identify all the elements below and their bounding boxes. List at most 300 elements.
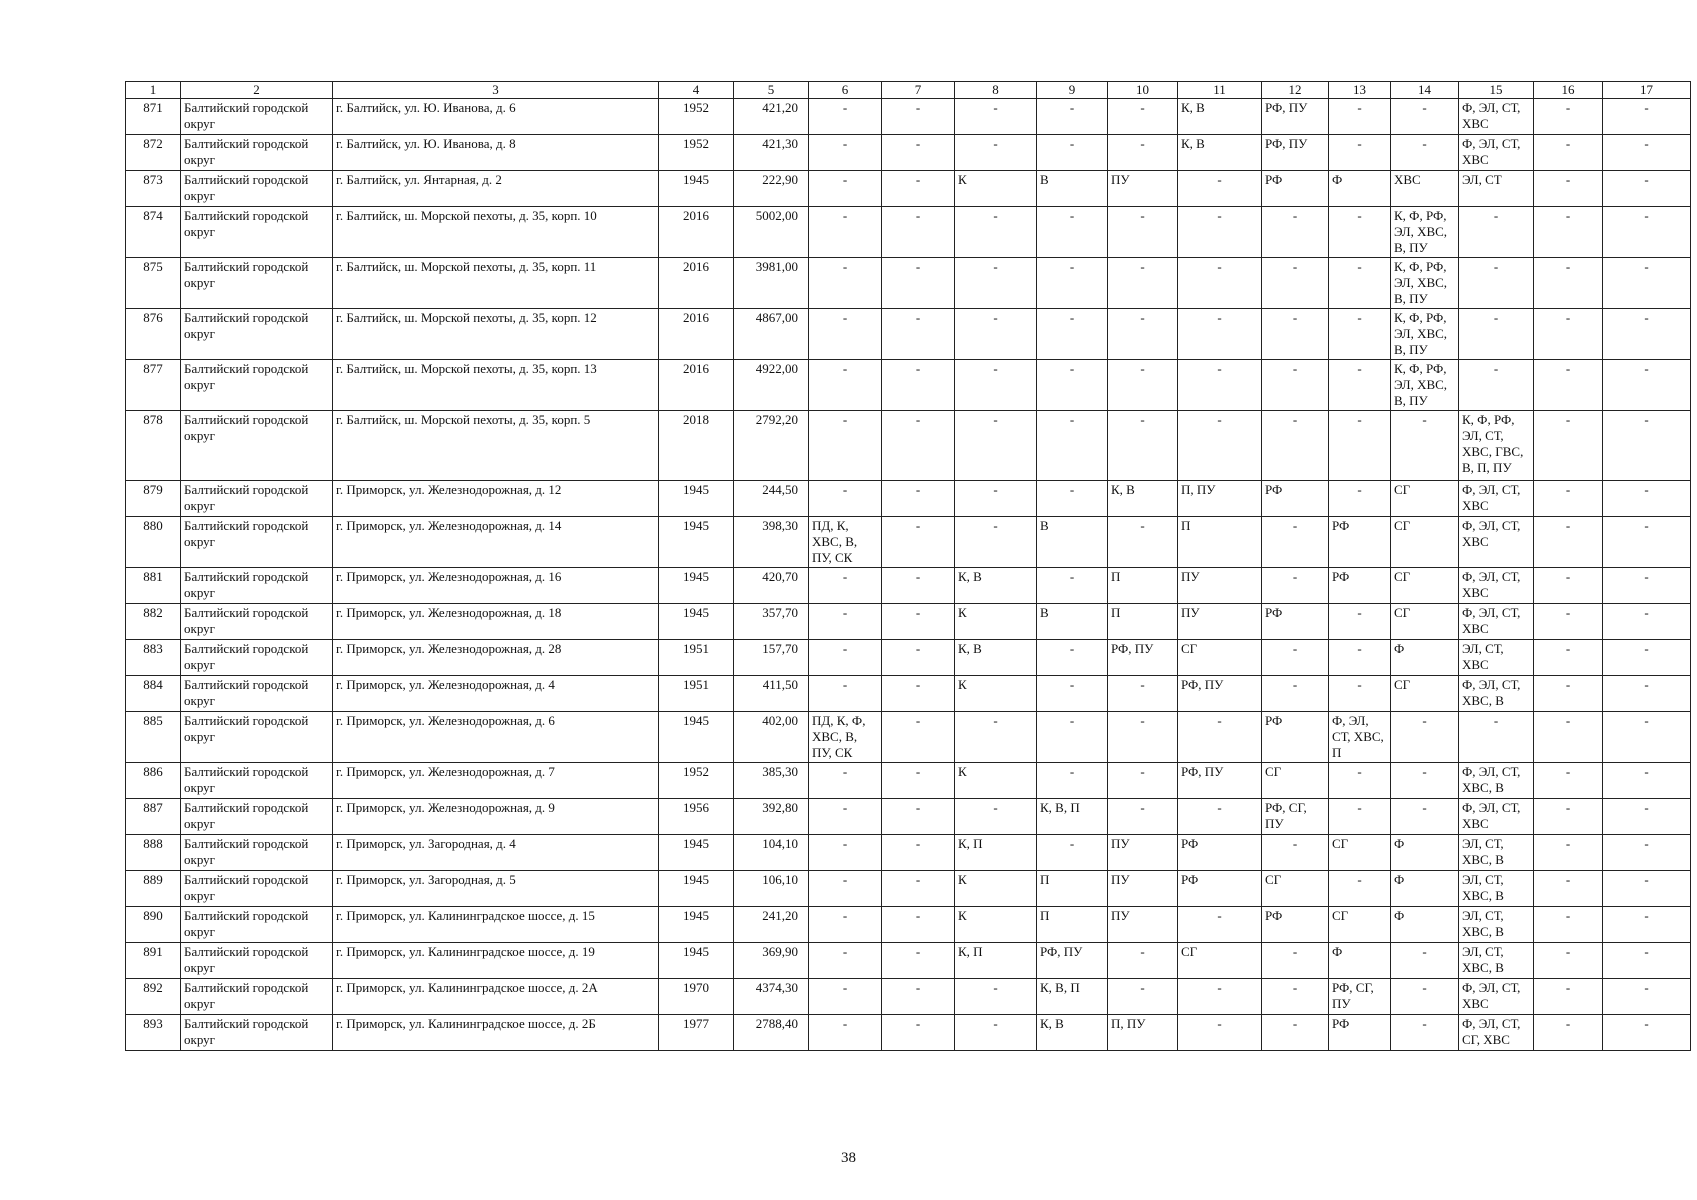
table-row: [126, 907, 1691, 943]
table-row: [126, 871, 1691, 907]
table-cell: -: [882, 481, 955, 517]
table-cell: К: [955, 763, 1037, 799]
table-cell: -: [1603, 907, 1691, 943]
table-cell: СГ: [1391, 604, 1459, 640]
table-cell: -: [1262, 568, 1329, 604]
table-cell: -: [1262, 258, 1329, 309]
table-row: [126, 604, 1691, 640]
table-cell: В: [1037, 517, 1108, 568]
table-cell: -: [1329, 604, 1391, 640]
table-cell: -: [1329, 799, 1391, 835]
table-cell: -: [1534, 360, 1603, 411]
table-cell: 884: [126, 676, 181, 712]
table-cell: РФ: [1262, 712, 1329, 763]
table-cell: СГ: [1262, 871, 1329, 907]
table-cell: 1951: [659, 676, 734, 712]
table-cell: -: [955, 207, 1037, 258]
table-cell: -: [1108, 979, 1178, 1015]
table-cell: -: [1391, 979, 1459, 1015]
table-cell: -: [1329, 640, 1391, 676]
table-cell: г. Приморск, ул. Калининградское шоссе, д. 2Б: [333, 1015, 659, 1051]
table-cell: -: [1329, 871, 1391, 907]
table-cell: -: [1329, 135, 1391, 171]
table-cell: -: [809, 676, 882, 712]
table-cell: -: [1108, 712, 1178, 763]
table-cell: -: [809, 360, 882, 411]
table-cell: -: [955, 979, 1037, 1015]
table-cell: -: [1037, 135, 1108, 171]
table-cell: г. Приморск, ул. Железнодорожная, д. 12: [333, 481, 659, 517]
table-cell: -: [1108, 676, 1178, 712]
table-cell: Ф: [1391, 835, 1459, 871]
table-cell: 4867,00: [734, 309, 809, 360]
table-cell: Балтийский городской округ: [181, 360, 333, 411]
table-cell: Балтийский городской округ: [181, 517, 333, 568]
table-cell: -: [1329, 411, 1391, 481]
table-cell: -: [1108, 517, 1178, 568]
table-cell: -: [1178, 309, 1262, 360]
table-cell: 880: [126, 517, 181, 568]
table-cell: -: [809, 907, 882, 943]
table-cell: -: [1603, 943, 1691, 979]
table-cell: -: [1108, 411, 1178, 481]
table-cell: 892: [126, 979, 181, 1015]
table-cell: 2016: [659, 309, 734, 360]
table-cell: 887: [126, 799, 181, 835]
table-cell: -: [1459, 207, 1534, 258]
table-row: [126, 835, 1691, 871]
table-cell: -: [1178, 712, 1262, 763]
table-cell: -: [1391, 799, 1459, 835]
table-cell: РФ: [1178, 871, 1262, 907]
table-cell: Ф, ЭЛ, СТ, ХВС, В: [1459, 763, 1534, 799]
table-cell: 3981,00: [734, 258, 809, 309]
table-cell: г. Приморск, ул. Загородная, д. 5: [333, 871, 659, 907]
table-cell: -: [882, 799, 955, 835]
column-header: 6: [809, 82, 882, 99]
table-cell: -: [955, 481, 1037, 517]
table-row: [126, 481, 1691, 517]
table-cell: -: [1108, 943, 1178, 979]
table-cell: Балтийский городской округ: [181, 871, 333, 907]
table-cell: -: [1534, 258, 1603, 309]
table-cell: 1945: [659, 907, 734, 943]
table-cell: 1945: [659, 871, 734, 907]
table-cell: -: [1534, 171, 1603, 207]
column-header: 7: [882, 82, 955, 99]
column-header: 4: [659, 82, 734, 99]
table-cell: -: [1603, 171, 1691, 207]
table-cell: -: [1603, 835, 1691, 871]
table-cell: -: [882, 258, 955, 309]
table-cell: г. Приморск, ул. Железнодорожная, д. 18: [333, 604, 659, 640]
table-cell: СГ: [1178, 640, 1262, 676]
table-cell: Балтийский городской округ: [181, 640, 333, 676]
table-cell: г. Приморск, ул. Калининградское шоссе, д. 15: [333, 907, 659, 943]
table-cell: 885: [126, 712, 181, 763]
table-cell: РФ, ПУ: [1178, 763, 1262, 799]
table-row: [126, 99, 1691, 135]
table-cell: 241,20: [734, 907, 809, 943]
table-cell: РФ, ПУ: [1108, 640, 1178, 676]
table-cell: -: [955, 517, 1037, 568]
table-cell: П: [1037, 907, 1108, 943]
table-cell: 357,70: [734, 604, 809, 640]
table-cell: г. Балтийск, ул. Ю. Иванова, д. 8: [333, 135, 659, 171]
table-cell: 883: [126, 640, 181, 676]
table-cell: РФ, СГ, ПУ: [1262, 799, 1329, 835]
table-cell: ЭЛ, СТ, ХВС: [1459, 640, 1534, 676]
table-cell: -: [1534, 135, 1603, 171]
table-cell: 1970: [659, 979, 734, 1015]
table-cell: -: [882, 207, 955, 258]
table-cell: СГ: [1391, 517, 1459, 568]
table-cell: Балтийский городской округ: [181, 799, 333, 835]
table-cell: -: [1037, 568, 1108, 604]
table-row: [126, 712, 1691, 763]
table-cell: К, В: [1178, 135, 1262, 171]
table-cell: РФ, СГ, ПУ: [1329, 979, 1391, 1015]
table-cell: г. Приморск, ул. Железнодорожная, д. 16: [333, 568, 659, 604]
table-cell: -: [1534, 309, 1603, 360]
table-cell: П, ПУ: [1108, 1015, 1178, 1051]
column-header: 16: [1534, 82, 1603, 99]
table-cell: г. Приморск, ул. Калининградское шоссе, д. 19: [333, 943, 659, 979]
table-cell: Балтийский городской округ: [181, 907, 333, 943]
table-cell: 2016: [659, 360, 734, 411]
table-header: [126, 82, 1691, 99]
table-cell: 1945: [659, 943, 734, 979]
table-cell: -: [1037, 763, 1108, 799]
table-cell: -: [882, 871, 955, 907]
table-cell: -: [1459, 309, 1534, 360]
table-cell: РФ: [1262, 481, 1329, 517]
column-header: 12: [1262, 82, 1329, 99]
table-cell: -: [1108, 763, 1178, 799]
table-cell: 889: [126, 871, 181, 907]
table-cell: -: [809, 309, 882, 360]
column-header: 10: [1108, 82, 1178, 99]
table-cell: -: [1534, 907, 1603, 943]
table-cell: СГ: [1329, 907, 1391, 943]
column-header: 9: [1037, 82, 1108, 99]
table-cell: 1952: [659, 763, 734, 799]
table-cell: -: [1534, 943, 1603, 979]
table-cell: ПД, К, ХВС, В, ПУ, СК: [809, 517, 882, 568]
table-cell: -: [1391, 943, 1459, 979]
table-cell: -: [1534, 1015, 1603, 1051]
table-cell: Ф, ЭЛ, СТ, СГ, ХВС: [1459, 1015, 1534, 1051]
table-cell: -: [1603, 1015, 1691, 1051]
table-row: [126, 258, 1691, 309]
table-cell: -: [1534, 763, 1603, 799]
table-cell: К: [955, 871, 1037, 907]
table-cell: -: [809, 799, 882, 835]
table-cell: 411,50: [734, 676, 809, 712]
table-row: [126, 411, 1691, 481]
table-cell: Балтийский городской округ: [181, 604, 333, 640]
table-cell: 222,90: [734, 171, 809, 207]
table-cell: -: [882, 517, 955, 568]
table-row: [126, 943, 1691, 979]
table-cell: 882: [126, 604, 181, 640]
table-cell: 420,70: [734, 568, 809, 604]
table-cell: Балтийский городской округ: [181, 171, 333, 207]
table-cell: П: [1108, 568, 1178, 604]
table-row: [126, 1015, 1691, 1051]
table-cell: -: [1534, 676, 1603, 712]
table-row: [126, 207, 1691, 258]
column-header: 15: [1459, 82, 1534, 99]
document-table: [125, 81, 1691, 1051]
table-cell: -: [1329, 676, 1391, 712]
table-cell: 1945: [659, 171, 734, 207]
table-cell: Ф: [1329, 943, 1391, 979]
table-cell: ХВС: [1391, 171, 1459, 207]
table-cell: -: [882, 568, 955, 604]
table-cell: -: [1534, 517, 1603, 568]
table-cell: -: [882, 1015, 955, 1051]
table-cell: К, Ф, РФ, ЭЛ, ХВС, В, ПУ: [1391, 207, 1459, 258]
table-cell: -: [1603, 604, 1691, 640]
table-cell: СГ: [1391, 481, 1459, 517]
table-cell: ПУ: [1108, 835, 1178, 871]
table-cell: -: [1037, 712, 1108, 763]
table-cell: г. Балтийск, ш. Морской пехоты, д. 35, корп. 13: [333, 360, 659, 411]
table-cell: -: [1534, 871, 1603, 907]
table-cell: РФ: [1262, 171, 1329, 207]
table-cell: -: [1178, 799, 1262, 835]
table-cell: -: [882, 360, 955, 411]
table-cell: -: [1603, 871, 1691, 907]
table-cell: 1945: [659, 604, 734, 640]
table-cell: Балтийский городской округ: [181, 712, 333, 763]
table-cell: К, П: [955, 943, 1037, 979]
table-cell: -: [1262, 309, 1329, 360]
column-header: 3: [333, 82, 659, 99]
table-cell: г. Балтийск, ш. Морской пехоты, д. 35, корп. 11: [333, 258, 659, 309]
table-cell: Ф: [1391, 907, 1459, 943]
table-cell: 2792,20: [734, 411, 809, 481]
table-cell: -: [1603, 99, 1691, 135]
table-cell: г. Балтийск, ш. Морской пехоты, д. 35, корп. 5: [333, 411, 659, 481]
table-cell: РФ: [1262, 604, 1329, 640]
table-cell: г. Балтийск, ул. Янтарная, д. 2: [333, 171, 659, 207]
table-cell: -: [1178, 411, 1262, 481]
table-body: [126, 99, 1691, 1051]
table-cell: РФ, ПУ: [1262, 99, 1329, 135]
table-cell: ЭЛ, СТ, ХВС, В: [1459, 871, 1534, 907]
table-cell: -: [1329, 258, 1391, 309]
header-row: [126, 82, 1691, 99]
table-cell: -: [1534, 568, 1603, 604]
table-cell: 873: [126, 171, 181, 207]
table-cell: -: [809, 871, 882, 907]
table-cell: -: [1603, 481, 1691, 517]
table-cell: РФ, ПУ: [1037, 943, 1108, 979]
table-cell: -: [882, 712, 955, 763]
table-cell: РФ: [1329, 568, 1391, 604]
column-header: 8: [955, 82, 1037, 99]
table-cell: г. Приморск, ул. Загородная, д. 4: [333, 835, 659, 871]
table-cell: ПД, К, Ф, ХВС, В, ПУ, СК: [809, 712, 882, 763]
table-cell: РФ: [1329, 517, 1391, 568]
table-cell: СГ: [1329, 835, 1391, 871]
table-cell: ПУ: [1108, 871, 1178, 907]
table-cell: г. Приморск, ул. Железнодорожная, д. 6: [333, 712, 659, 763]
table-cell: Балтийский городской округ: [181, 943, 333, 979]
table-cell: г. Приморск, ул. Железнодорожная, д. 28: [333, 640, 659, 676]
table-cell: 1952: [659, 99, 734, 135]
table-cell: -: [809, 171, 882, 207]
table-cell: ЭЛ, СТ, ХВС, В: [1459, 943, 1534, 979]
table-cell: 1945: [659, 517, 734, 568]
table-cell: -: [882, 676, 955, 712]
table-cell: -: [882, 135, 955, 171]
table-cell: 878: [126, 411, 181, 481]
column-header: 13: [1329, 82, 1391, 99]
table-cell: -: [955, 360, 1037, 411]
table-cell: 244,50: [734, 481, 809, 517]
table-cell: ПУ: [1178, 604, 1262, 640]
table-cell: -: [809, 207, 882, 258]
table-cell: 872: [126, 135, 181, 171]
table-cell: -: [809, 481, 882, 517]
table-cell: К, В: [955, 640, 1037, 676]
table-cell: -: [955, 411, 1037, 481]
table-cell: г. Балтийск, ш. Морской пехоты, д. 35, корп. 12: [333, 309, 659, 360]
table-cell: К, В, П: [1037, 799, 1108, 835]
table-cell: Балтийский городской округ: [181, 207, 333, 258]
table-cell: г. Балтийск, ш. Морской пехоты, д. 35, корп. 10: [333, 207, 659, 258]
table-cell: ПУ: [1108, 907, 1178, 943]
table-cell: -: [1603, 258, 1691, 309]
table-cell: РФ: [1329, 1015, 1391, 1051]
page-number: 38: [841, 1150, 856, 1166]
table-cell: -: [1329, 763, 1391, 799]
table-cell: Балтийский городской округ: [181, 258, 333, 309]
table-cell: -: [1391, 99, 1459, 135]
table-cell: 2018: [659, 411, 734, 481]
table-cell: -: [882, 640, 955, 676]
table-cell: -: [882, 309, 955, 360]
table-cell: 891: [126, 943, 181, 979]
table-cell: -: [955, 99, 1037, 135]
table-cell: г. Приморск, ул. Железнодорожная, д. 7: [333, 763, 659, 799]
table-cell: 879: [126, 481, 181, 517]
table-row: [126, 360, 1691, 411]
table-cell: -: [1037, 640, 1108, 676]
table-cell: г. Балтийск, ул. Ю. Иванова, д. 6: [333, 99, 659, 135]
table-cell: -: [1037, 481, 1108, 517]
table-cell: П: [1037, 871, 1108, 907]
table-cell: К, В: [1108, 481, 1178, 517]
table-cell: К, В: [1178, 99, 1262, 135]
table-cell: Ф, ЭЛ, СТ, ХВС: [1459, 604, 1534, 640]
table-cell: Балтийский городской округ: [181, 1015, 333, 1051]
table-cell: К, Ф, РФ, ЭЛ, ХВС, В, ПУ: [1391, 309, 1459, 360]
table-cell: -: [1108, 99, 1178, 135]
table-cell: 888: [126, 835, 181, 871]
table-cell: -: [1178, 907, 1262, 943]
table-cell: -: [1178, 207, 1262, 258]
table-cell: -: [1108, 135, 1178, 171]
table-cell: 1945: [659, 568, 734, 604]
table-cell: -: [1603, 640, 1691, 676]
table-cell: -: [1262, 640, 1329, 676]
table-cell: -: [1108, 360, 1178, 411]
table-cell: -: [1178, 171, 1262, 207]
table-cell: К, Ф, РФ, ЭЛ, СТ, ХВС, ГВС, В, П, ПУ: [1459, 411, 1534, 481]
table-cell: -: [955, 309, 1037, 360]
table-row: [126, 568, 1691, 604]
table-cell: 890: [126, 907, 181, 943]
table-cell: 1945: [659, 481, 734, 517]
table-cell: -: [1459, 360, 1534, 411]
table-cell: 876: [126, 309, 181, 360]
table-row: [126, 979, 1691, 1015]
table-cell: К: [955, 171, 1037, 207]
table-cell: 875: [126, 258, 181, 309]
table-cell: РФ, ПУ: [1178, 676, 1262, 712]
table-cell: -: [1603, 799, 1691, 835]
table-cell: Балтийский городской округ: [181, 979, 333, 1015]
table-cell: 2788,40: [734, 1015, 809, 1051]
table-cell: Ф, ЭЛ, СТ, ХВС: [1459, 517, 1534, 568]
table-cell: -: [882, 99, 955, 135]
table-cell: ЭЛ, СТ, ХВС, В: [1459, 907, 1534, 943]
table-cell: -: [1534, 979, 1603, 1015]
table-row: [126, 799, 1691, 835]
column-header: 2: [181, 82, 333, 99]
table-cell: -: [1037, 676, 1108, 712]
table-cell: -: [1262, 360, 1329, 411]
table-cell: Балтийский городской округ: [181, 309, 333, 360]
table-cell: 881: [126, 568, 181, 604]
column-header: 1: [126, 82, 181, 99]
table-cell: Ф: [1391, 871, 1459, 907]
table-cell: 1945: [659, 712, 734, 763]
table-cell: ПУ: [1178, 568, 1262, 604]
table-cell: -: [1178, 1015, 1262, 1051]
table-cell: П: [1108, 604, 1178, 640]
table-cell: 106,10: [734, 871, 809, 907]
table-cell: -: [1603, 763, 1691, 799]
table-cell: -: [1603, 207, 1691, 258]
table-cell: СГ: [1262, 763, 1329, 799]
table-cell: -: [1037, 207, 1108, 258]
table-cell: Ф, ЭЛ, СТ, ХВС: [1459, 799, 1534, 835]
table-cell: -: [1603, 360, 1691, 411]
table-cell: Балтийский городской округ: [181, 763, 333, 799]
table-cell: К, В: [955, 568, 1037, 604]
column-header: 14: [1391, 82, 1459, 99]
table-cell: -: [1603, 676, 1691, 712]
table-cell: Балтийский городской округ: [181, 835, 333, 871]
table-cell: -: [1534, 481, 1603, 517]
table-cell: РФ: [1178, 835, 1262, 871]
table-cell: Балтийский городской округ: [181, 568, 333, 604]
table-cell: -: [955, 135, 1037, 171]
table-cell: ЭЛ, СТ: [1459, 171, 1534, 207]
table-cell: -: [882, 979, 955, 1015]
table-cell: г. Приморск, ул. Железнодорожная, д. 14: [333, 517, 659, 568]
table-cell: -: [1262, 411, 1329, 481]
table-cell: -: [1037, 99, 1108, 135]
table-cell: 421,30: [734, 135, 809, 171]
table-cell: -: [809, 640, 882, 676]
table-cell: -: [1262, 676, 1329, 712]
